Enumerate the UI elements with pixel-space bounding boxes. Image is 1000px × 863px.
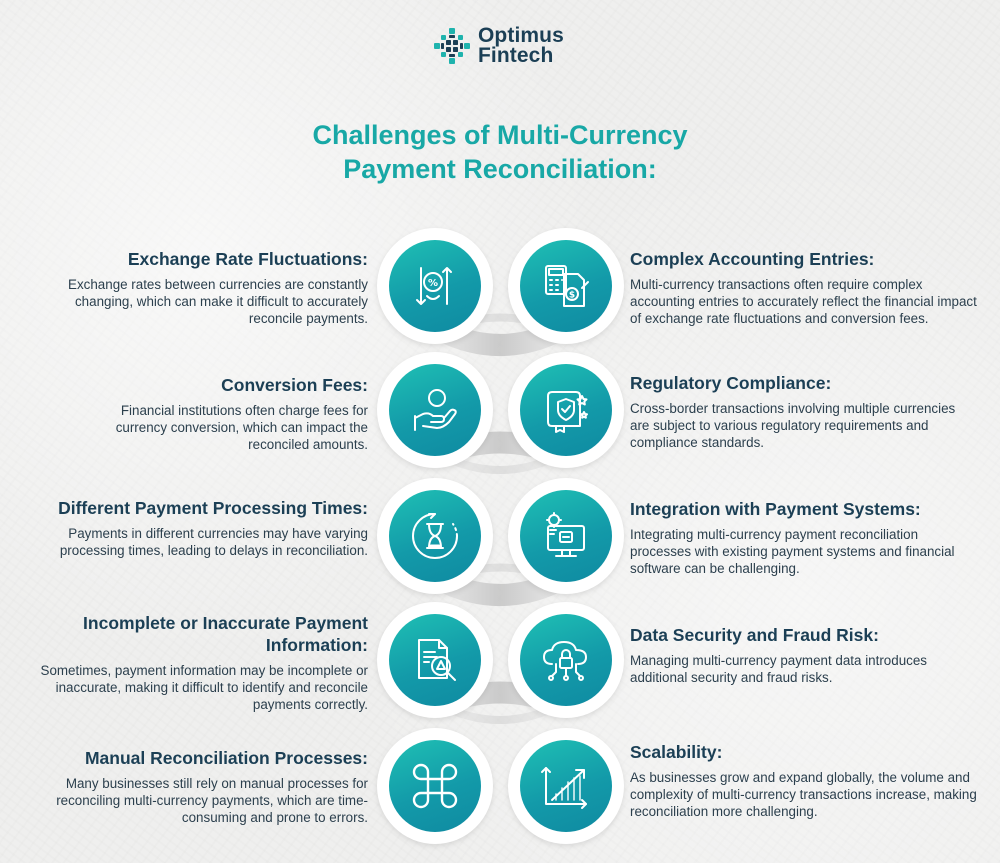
challenge-accounting-entries (630, 248, 980, 327)
compliance-shield-icon (538, 382, 594, 438)
challenge-text: Payments in different currencies may have varying processing times, leading to delays in reconciliation. (59, 526, 368, 558)
calculator-invoice-icon (538, 258, 594, 314)
challenge-heading: Incomplete or Inaccurate Payment Information: (83, 613, 368, 655)
challenge-text: As businesses grow and expand globally, the volume and complexity of multi-currency transactions increase, making reconciliation more challenging. (630, 770, 977, 819)
circle-accounting-entries (508, 228, 624, 344)
circle-integration (508, 478, 624, 594)
challenge-regulatory-compliance (630, 372, 960, 451)
title-line-2: Payment Reconciliation: (343, 154, 657, 184)
challenge-heading: Integration with Payment Systems: (630, 499, 921, 519)
challenge-scalability (630, 741, 980, 820)
brand-line-1: Optimus (478, 24, 564, 47)
circle-regulatory-compliance (508, 352, 624, 468)
command-key-icon (407, 758, 463, 814)
cloud-lock-icon (538, 632, 594, 688)
optimus-logo-mark-icon (432, 26, 472, 66)
circle-incomplete-info (377, 602, 493, 718)
challenge-processing-times (18, 497, 368, 559)
challenge-text: Exchange rates between currencies are constantly changing, which can make it difficult to accurately reconcile payments. (68, 277, 368, 326)
integration-computer-icon (538, 508, 594, 564)
challenge-text: Multi-currency transactions often require complex accounting entries to accurately reflect the financial impact of exchange rate fluctuations and conversion fees. (630, 277, 977, 326)
challenge-heading: Conversion Fees: (221, 375, 368, 395)
challenge-heading: Different Payment Processing Times: (58, 498, 368, 518)
circle-manual-processes (377, 728, 493, 844)
circle-conversion-fees (377, 352, 493, 468)
challenge-heading: Exchange Rate Fluctuations: (127, 249, 368, 269)
page-title (200, 118, 800, 186)
circle-processing-times (377, 478, 493, 594)
challenge-conversion-fees (68, 374, 368, 453)
challenge-heading: Manual Reconciliation Processes: (84, 748, 368, 768)
challenge-text: Sometimes, payment information may be incomplete or inaccurate, making it difficult to identify and reconcile payments correctly. (40, 663, 368, 712)
challenge-exchange-rate (18, 248, 368, 327)
title-line-1: Challenges of Multi-Currency (312, 120, 688, 150)
challenge-text: Integrating multi-currency payment reconciliation processes with existing payment systems and financial software can be challenging. (630, 527, 955, 576)
challenge-heading: Scalability: (630, 742, 723, 762)
challenge-integration (630, 498, 980, 577)
challenge-data-security (630, 624, 980, 686)
brand-line-2: Fintech (478, 44, 554, 67)
challenge-heading: Complex Accounting Entries: (630, 249, 875, 269)
hand-coin-icon (407, 382, 463, 438)
circle-exchange-rate (377, 228, 493, 344)
document-warning-icon (407, 632, 463, 688)
challenge-heading: Data Security and Fraud Risk: (630, 625, 879, 645)
challenge-text: Managing multi-currency payment data introduces additional security and fraud risks. (630, 653, 927, 685)
svg-text:$: $ (568, 290, 576, 301)
circle-data-security (508, 602, 624, 718)
brand-logo (432, 24, 564, 68)
challenge-text: Financial institutions often charge fees for currency conversion, which can impact the reconciled amounts. (115, 403, 368, 452)
circle-scalability (508, 728, 624, 844)
challenge-manual-processes (18, 747, 368, 826)
challenge-incomplete-info (38, 612, 368, 713)
challenge-text: Many businesses still rely on manual processes for reconciling multi-currency payments, which are time-consuming and prone to errors. (56, 776, 368, 825)
svg-text:%: % (427, 278, 439, 289)
growth-chart-icon (538, 758, 594, 814)
challenge-heading: Regulatory Compliance: (630, 373, 832, 393)
brand-name (478, 26, 564, 66)
challenge-text: Cross-border transactions involving multiple currencies are subject to various regulatory requirements and compliance standards. (630, 401, 956, 450)
hourglass-icon (407, 508, 463, 564)
exchange-rate-icon (407, 258, 463, 314)
